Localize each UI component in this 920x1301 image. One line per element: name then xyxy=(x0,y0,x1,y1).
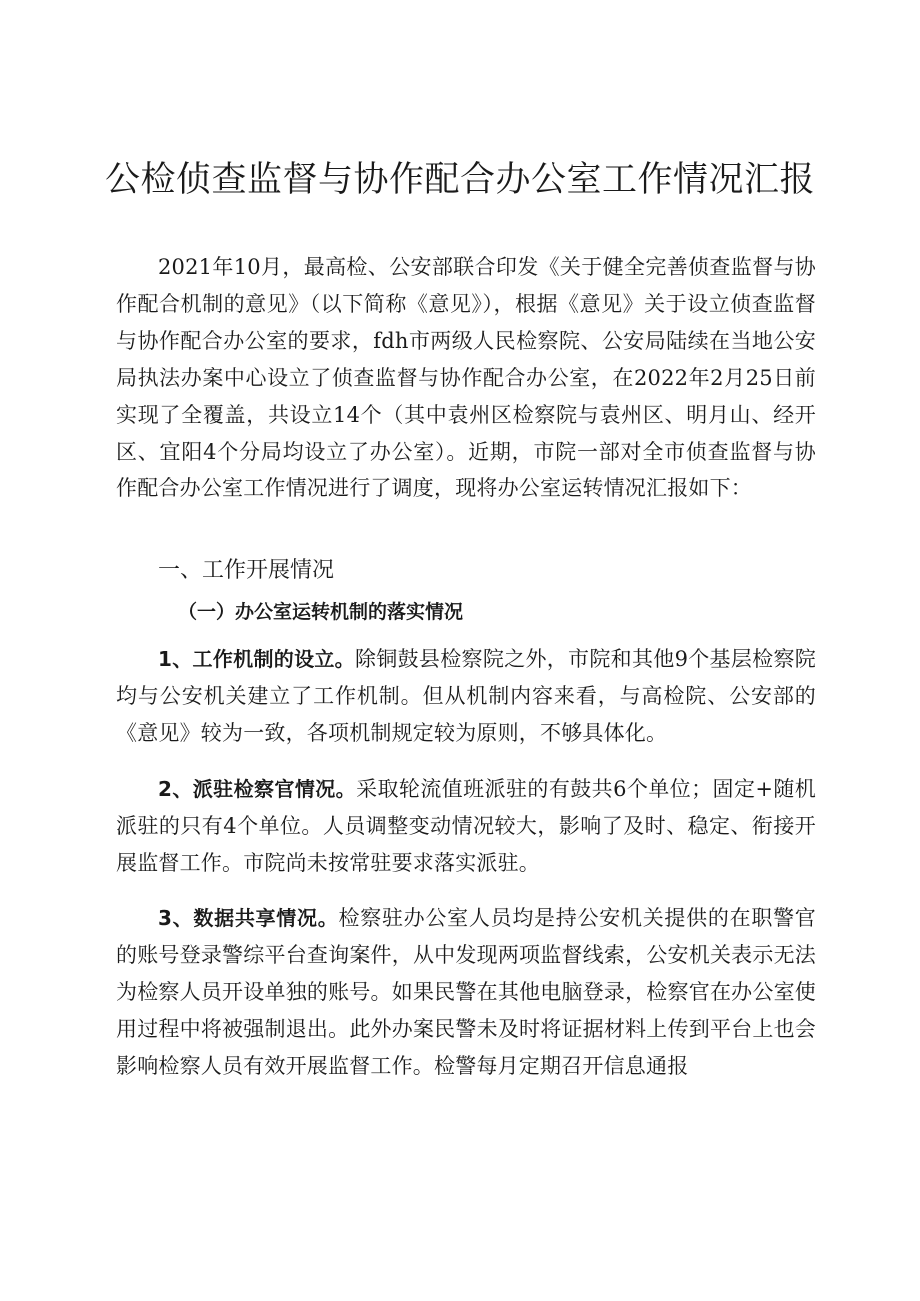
item-lead: 1、工作机制的设立。 xyxy=(158,647,355,671)
section-heading: 一、工作开展情况 xyxy=(158,558,335,583)
intro-paragraph: 2021年10月，最高检、公安部联合印发《关于健全完善侦查监督与协作配合机制的意见》（以下简称《意见》），根据《意见》关于设立侦查监督与协作配合办公室的要求，fdh市两级人民检察院、公安局陆续在当地公安局执法办案中心设立了侦查监督与协作配合办公室，在2022年2月25日前实现了全覆盖，共设立14个（其中袁州区检察院与袁州区、明月山、经开区、宜阳4个分局均设立了办公室）。近期，市院一部对全市侦查监督与协作配合办公室工作情况进行了调度，现将办公室运转情况汇报如下： xyxy=(116,255,816,501)
document-title: 公检侦查监督与协作配合办公室工作情况汇报 xyxy=(104,160,815,200)
item-text: 采取轮流值班派驻的有鼓共6个单位；固定+随机派驻的只有4个单位。人员调整变动情况较大，影响了及时、稳定、衔接开展监督工作。市院尚未按常驻要求落实派驻。 xyxy=(116,777,816,875)
item-lead: 2、派驻检察官情况。 xyxy=(158,777,357,801)
item-paragraph xyxy=(116,641,816,752)
item-text: 检察驻办公室人员均是持公安机关提供的在职警官的账号登录警综平台查询案件，从中发现两项监督线索，公安机关表示无法为检察人员开设单独的账号。如果民警在其他电脑登录，检察官在办公室使用过程中将被强制退出。此外办案民警未及时将证据材料上传到平台上也会影响检察人员有效开展监督工作。检警每月定期召开信息通报 xyxy=(116,906,816,1078)
item-paragraph xyxy=(116,771,816,882)
subsection-heading: （一）办公室运转机制的落实情况 xyxy=(178,601,464,623)
item-lead: 3、数据共享情况。 xyxy=(158,906,339,930)
item-text: 除铜鼓县检察院之外，市院和其他9个基层检察院均与公安机关建立了工作机制。但从机制内容来看，与高检院、公安部的《意见》较为一致，各项机制规定较为原则，不够具体化。 xyxy=(116,647,816,745)
item-paragraph xyxy=(116,900,816,1085)
